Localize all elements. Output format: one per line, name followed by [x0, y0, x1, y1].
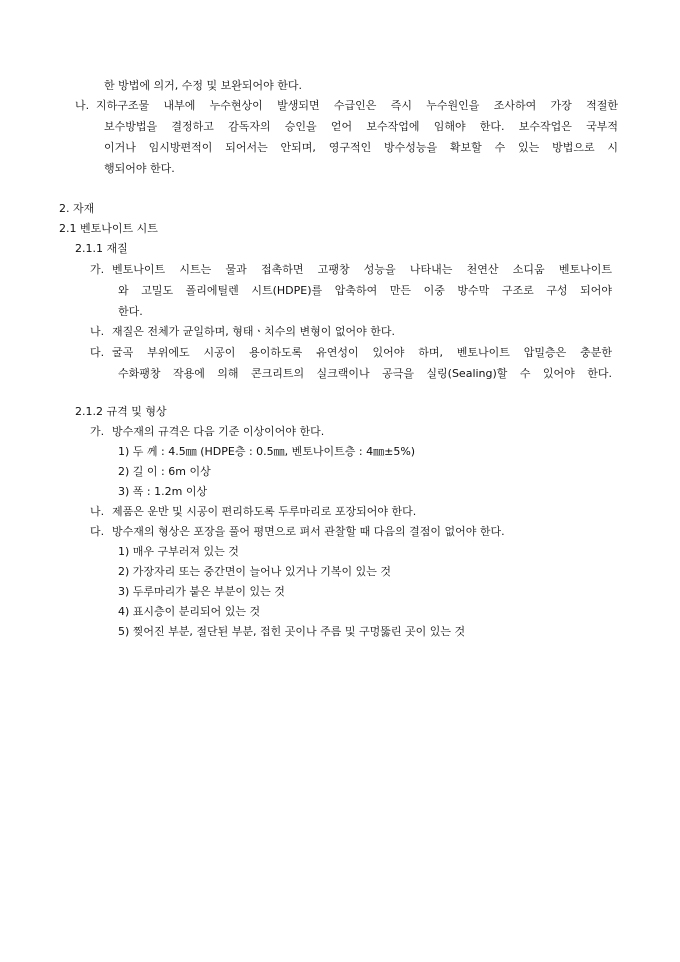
defect-item-5: 5) 찢어진 부분, 절단된 부분, 접힌 곳이나 주름 및 구멍뚫린 곳이 있는 것: [118, 625, 466, 638]
intro-na-line-3: 이거나 임시방편적이 되어서는 안되며, 영구적인 방수성능을 확보할 수 있는 방법으로 시: [104, 141, 618, 154]
defect-item-4: 4) 표시층이 분리되어 있는 것: [118, 605, 261, 618]
material-ga-line-2: 와 고밀도 폴리에틸렌 시트(HDPE)를 압축하여 만든 이중 방수막 구조로 구성 되어야: [118, 284, 612, 297]
material-da-line-2: 수화팽창 작용에 의해 콘크리트의 실크랙이나 공극을 실링(Sealing)할 수 있어야 한다.: [118, 367, 612, 380]
material-na-line-1: 재질은 전체가 균일하며, 형태ㆍ치수의 변형이 없어야 한다.: [112, 325, 395, 338]
spec-item-length: 2) 길 이 : 6m 이상: [118, 465, 211, 478]
spec-ga-line-1: 방수재의 규격은 다음 기준 이상이어야 한다.: [112, 425, 325, 438]
subsection-heading: 2.1 벤토나이트 시트: [59, 222, 158, 235]
spec-da-line-1: 방수재의 형상은 포장을 풀어 평면으로 펴서 관찰할 때 다음의 결점이 없어야 한다.: [112, 525, 505, 538]
item-marker-da: 다.: [90, 525, 105, 538]
intro-na-line-1: 지하구조물 내부에 누수현상이 발생되면 수급인은 즉시 누수원인을 조사하여 가장 적절한: [96, 99, 618, 112]
intro-na-line-4: 행되어야 한다.: [104, 162, 175, 175]
material-ga-line-1: 벤토나이트 시트는 물과 접촉하면 고팽창 성능을 나타내는 천연산 소디움 벤토나이트: [112, 263, 612, 276]
spec-na-line-1: 제품은 운반 및 시공이 편리하도록 두루마리로 포장되어야 한다.: [112, 505, 417, 518]
clause-heading-2-1-2: 2.1.2 규격 및 형상: [75, 405, 167, 418]
spec-item-thickness: 1) 두 께 : 4.5㎜ (HDPE층 : 0.5㎜, 벤토나이트층 : 4㎜±5%): [118, 445, 416, 458]
clause-heading-2-1-1: 2.1.1 재질: [75, 242, 128, 255]
spec-item-width: 3) 폭 : 1.2m 이상: [118, 485, 208, 498]
material-da-line-1: 굴곡 부위에도 시공이 용이하도록 유연성이 있어야 하며, 벤토나이트 압밀층은 충분한: [112, 346, 612, 359]
intro-line-1: 한 방법에 의거, 수정 및 보완되어야 한다.: [104, 79, 302, 92]
defect-item-3: 3) 두루마리가 붙은 부분이 있는 것: [118, 585, 285, 598]
item-marker-na: 나.: [90, 325, 105, 338]
intro-na-line-2: 보수방법을 결정하고 감독자의 승인을 얻어 보수작업에 임해야 한다. 보수작업은 국부적: [104, 120, 618, 133]
defect-item-1: 1) 매우 구부러져 있는 것: [118, 545, 239, 558]
item-marker-da: 다.: [90, 346, 105, 359]
material-ga-line-3: 한다.: [118, 305, 143, 318]
section-heading: 2. 자재: [59, 202, 95, 215]
item-marker-ga: 가.: [90, 425, 105, 438]
item-marker-ga: 가.: [90, 263, 105, 276]
item-marker-na: 나.: [75, 99, 90, 112]
defect-item-2: 2) 가장자리 또는 중간면이 늘어나 있거나 기복이 있는 것: [118, 565, 392, 578]
item-marker-na: 나.: [90, 505, 105, 518]
